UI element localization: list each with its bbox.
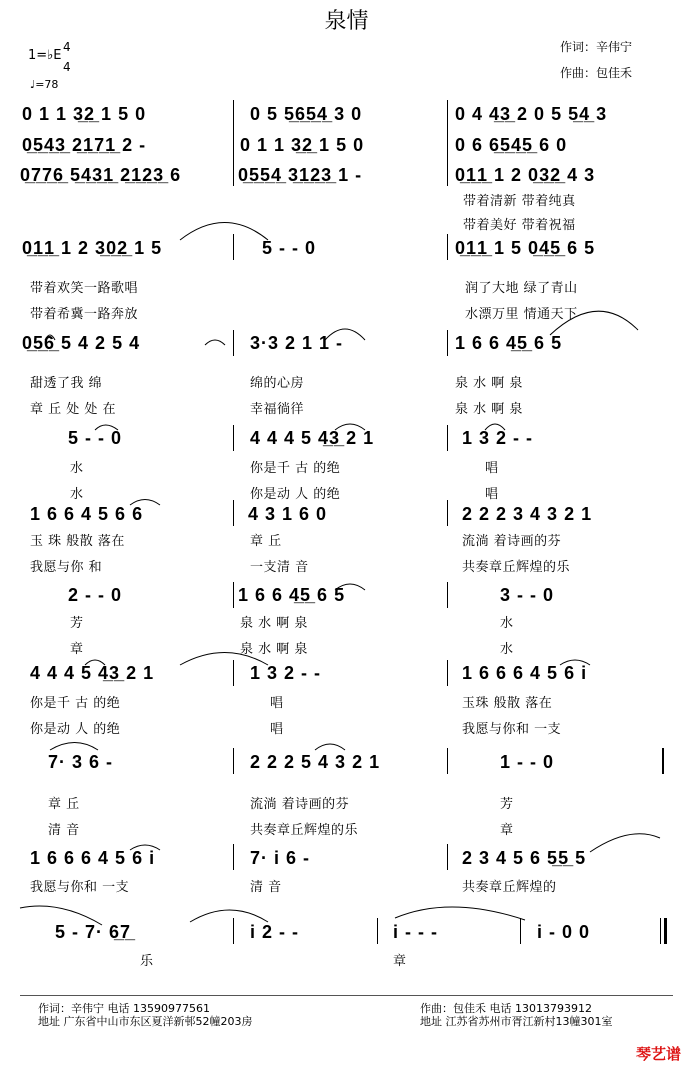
measure-notes: 0 5 5̲6̲5̲4̲ 3 0 — [250, 104, 363, 124]
measure-notes: i 2 - - — [250, 922, 300, 942]
key-signature: 1=♭E — [28, 48, 62, 63]
measure-notes: 0̲5̲5̲4̲ 3̲1̲2̲3̲ 1 - — [238, 165, 363, 185]
lyric-line: 水 — [70, 461, 84, 476]
measure-notes: 2 - - 0 — [68, 585, 123, 605]
slur-mark — [130, 845, 160, 850]
time-signature-top: 4 — [63, 40, 71, 54]
measure-notes: i - 0 0 — [537, 922, 591, 942]
slur-mark — [50, 743, 98, 751]
lyric-line: 芳 — [500, 797, 514, 812]
lyric-line: 带着美好 带着祝福 — [463, 218, 576, 233]
lyric-line: 流淌 着诗画的芬 — [462, 534, 562, 549]
tie-mark — [20, 906, 102, 925]
slur-mark — [315, 744, 345, 750]
measure-notes: 0̲7̲7̲6̲ 5̲4̲3̲1̲ 2̲1̲2̲3̲ 6 — [20, 165, 182, 185]
tie-mark — [190, 910, 268, 922]
measure-notes: 5 - - 0 — [262, 238, 317, 258]
tie-mark — [180, 223, 268, 241]
song-title: 泉情 — [324, 9, 369, 34]
lyric-line: 泉 水 啊 泉 — [240, 642, 308, 657]
lyric-line: 唱 — [270, 722, 284, 737]
measure-notes: 7· i 6 - — [250, 848, 311, 868]
lyric-line: 芳 — [70, 616, 84, 631]
measure-notes: 5 - 7· 6̲7̲ — [55, 922, 132, 942]
measure-notes: 3 - - 0 — [500, 585, 555, 605]
lyric-line: 章 — [393, 954, 407, 969]
lyric-line: 我愿与你和 一支 — [30, 880, 130, 895]
lyric-line: 我愿与你 和 — [30, 560, 103, 575]
site-logo: 琴艺谱 — [635, 1045, 681, 1063]
measure-notes: 4 4 4 5 4̲3̲ 2 1 — [250, 428, 375, 448]
measure-notes: 0̲1̲1̲ 1 5 0̲4̲5̲ 6 5 — [455, 238, 596, 258]
tie-mark — [395, 907, 525, 920]
lyric-line: 泉 水 啊 泉 — [455, 402, 523, 417]
measure-notes: 4 4 4 5 4̲3̲ 2 1 — [30, 663, 155, 683]
slur-mark — [45, 335, 55, 340]
lyric-line: 唱 — [270, 696, 284, 711]
measure-notes: 1 6 6 4̲5̲ 6 5 — [238, 585, 346, 605]
lyric-line: 共奏章丘辉煌的 — [462, 880, 557, 895]
lyric-line: 带着清新 带着纯真 — [463, 194, 576, 209]
measure-notes: 0̲1̲1̲ 1 2 3̲0̲2̲ 1 5 — [22, 238, 163, 258]
composer-address: 地址 江苏省苏州市胥江新村13幢301室 — [420, 1015, 613, 1028]
measure-notes: 2 2 2 3 4 3 2 1 — [462, 504, 593, 524]
lyric-line: 清 音 — [48, 823, 80, 838]
slur-mark — [335, 424, 365, 430]
measure-notes: 0̲5̲6̲ 5 4 2 5 4 — [22, 333, 141, 353]
lyric-line: 乐 — [140, 954, 154, 969]
slur-mark — [335, 584, 365, 590]
footer-divider — [20, 995, 673, 996]
lyric-line: 你是千 古 的绝 — [30, 696, 121, 711]
measure-notes: 1 - - 0 — [500, 752, 555, 772]
lyric-line: 甜透了我 绵 — [30, 376, 103, 391]
lyric-line: 带着欢笑一路歌唱 — [30, 281, 139, 296]
lyric-line: 玉珠 般散 落在 — [462, 696, 553, 711]
lyric-line: 水 — [500, 616, 514, 631]
lyric-line: 润了大地 绿了青山 — [465, 281, 578, 296]
lyric-line: 唱 — [485, 487, 499, 502]
lyric-line: 绵的心房 — [250, 376, 305, 391]
lyric-line: 章 丘 处 处 在 — [30, 402, 117, 417]
lyric-line: 玉 珠 般散 落在 — [30, 534, 125, 549]
slur-mark — [560, 660, 590, 665]
measure-notes: 2 3 4 5 6 5̲5̲ 5 — [462, 848, 587, 868]
lyricist-credit: 作词：辛伟宁 — [560, 40, 633, 54]
measure-notes: 4 3 1 6 0 — [248, 504, 328, 524]
lyric-line: 唱 — [485, 461, 499, 476]
lyric-line: 水 — [70, 487, 84, 502]
lyric-line: 泉 水 啊 泉 — [455, 376, 523, 391]
slur-mark — [485, 424, 505, 430]
measure-notes: 0̲5̲4̲3̲ 2̲1̲7̲1̲ 2 - — [22, 135, 147, 155]
slur-mark — [325, 329, 365, 340]
measure-notes: 0 4 4̲3̲ 2 0 5 5̲4̲ 3 — [455, 104, 608, 124]
lyric-line: 章 — [500, 823, 514, 838]
measure-notes: 2 2 2 5 4 3 2 1 — [250, 752, 381, 772]
lyric-line: 章 — [70, 642, 84, 657]
measure-notes: i - - - — [393, 922, 438, 942]
composer-credit: 作曲：包佳禾 — [560, 66, 633, 80]
slur-mark — [130, 500, 160, 506]
slur-mark — [85, 660, 105, 665]
lyric-line: 带着希冀一路奔放 — [30, 307, 139, 322]
slur-mark — [95, 425, 118, 430]
lyric-line: 章 丘 — [250, 534, 282, 549]
measure-notes: 1 6 6 6 4 5 6 i — [462, 663, 588, 683]
lyric-line: 你是动 人 的绝 — [250, 487, 341, 502]
measure-notes: 0 6 6̲5̲4̲5̲ 6 0 — [455, 135, 568, 155]
measure-notes: 7· 3 6 - — [48, 752, 114, 772]
lyric-line: 水漂万里 情通天下 — [465, 307, 578, 322]
tie-mark — [180, 653, 268, 666]
slur-mark — [550, 311, 638, 335]
composer-contact: 作曲：包佳禾 电话 13013793912 — [420, 1002, 592, 1015]
lyric-line: 泉 水 啊 泉 — [240, 616, 308, 631]
tempo-marking: ♩=78 — [30, 78, 59, 91]
measure-notes: 0 1 1 3̲2̲ 1 5 0 — [240, 135, 365, 155]
measure-notes: 1 6 6 6 4 5 6 i — [30, 848, 156, 868]
measure-notes: 3·3 2 1 1 - — [250, 333, 344, 353]
lyric-line: 章 丘 — [48, 797, 80, 812]
lyric-line: 我愿与你和 一支 — [462, 722, 562, 737]
measure-notes: 5 - - 0 — [68, 428, 123, 448]
lyricist-contact: 作词：辛伟宁 电话 13590977561 — [38, 1002, 210, 1015]
measure-notes: 1 3 2 - - — [462, 428, 534, 448]
lyric-line: 共奏章丘辉煌的乐 — [462, 560, 571, 575]
measure-notes: 1 6 6 4̲5̲ 6 5 — [455, 333, 563, 353]
lyric-line: 共奏章丘辉煌的乐 — [250, 823, 359, 838]
lyric-line: 你是千 古 的绝 — [250, 461, 341, 476]
lyric-line: 你是动 人 的绝 — [30, 722, 121, 737]
slur-mark — [205, 340, 225, 345]
slur-mark — [590, 834, 660, 852]
lyric-line: 水 — [500, 642, 514, 657]
lyric-line: 清 音 — [250, 880, 282, 895]
lyric-line: 一支清 音 — [250, 560, 309, 575]
lyricist-address: 地址 广东省中山市东区夏洋新邨52幢203房 — [38, 1015, 253, 1028]
measure-notes: 0 1 1 3̲2̲ 1 5 0 — [22, 104, 147, 124]
time-signature-bottom: 4 — [63, 60, 71, 74]
measure-notes: 1 3 2 - - — [250, 663, 322, 683]
lyric-line: 幸福徜徉 — [250, 402, 305, 417]
measure-notes: 1 6 6 4 5 6 6 — [30, 504, 144, 524]
lyric-line: 流淌 着诗画的芬 — [250, 797, 350, 812]
measure-notes: 0̲1̲1̲ 1 2 0̲3̲2̲ 4 3 — [455, 165, 596, 185]
